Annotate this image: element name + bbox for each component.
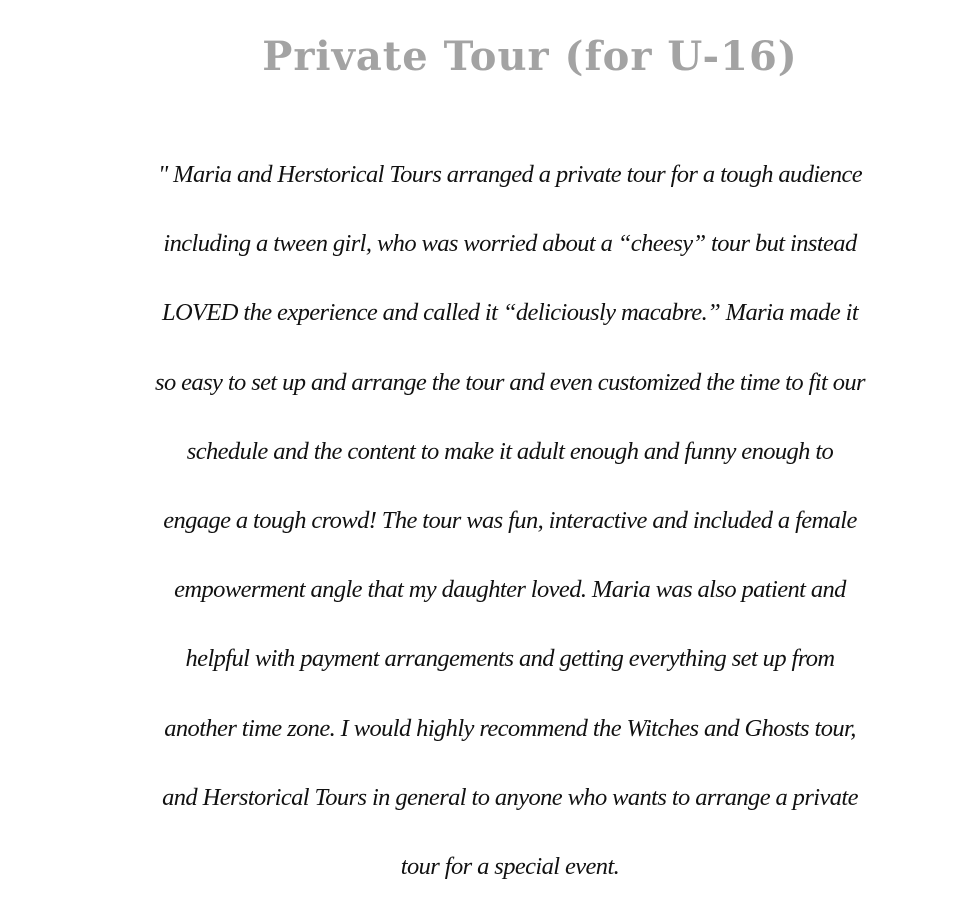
testimonial-line: schedule and the content to make it adult enough and funny enough to: [186, 437, 834, 465]
page-title: Private Tour (for U-16): [262, 33, 798, 80]
testimonial-line: including a tween girl, who was worried about a “cheesy” tour but instead: [163, 230, 857, 258]
testimonial-line: helpful with payment arrangements and getting everything set up from: [185, 645, 835, 673]
testimonial-quote: [110, 140, 910, 901]
testimonial-line: and Herstorical Tours in general to anyone who wants to arrange a private: [162, 783, 858, 811]
testimonial-line: so easy to set up and arrange the tour and even customized the time to fit our: [155, 368, 865, 396]
testimonial-line: LOVED the experience and called it “deliciously macabre.” Maria made it: [161, 299, 859, 327]
testimonial-line: " Maria and Herstorical Tours arranged a private tour for a tough audience: [157, 161, 863, 188]
testimonial-line: empowerment angle that my daughter loved. Maria was also patient and: [174, 576, 846, 604]
testimonial-line: another time zone. I would highly recommend the Witches and Ghosts tour,: [164, 714, 856, 742]
testimonial-line: engage a tough crowd! The tour was fun, interactive and included a female: [163, 507, 857, 535]
testimonial-line: tour for a special event.: [400, 853, 620, 881]
